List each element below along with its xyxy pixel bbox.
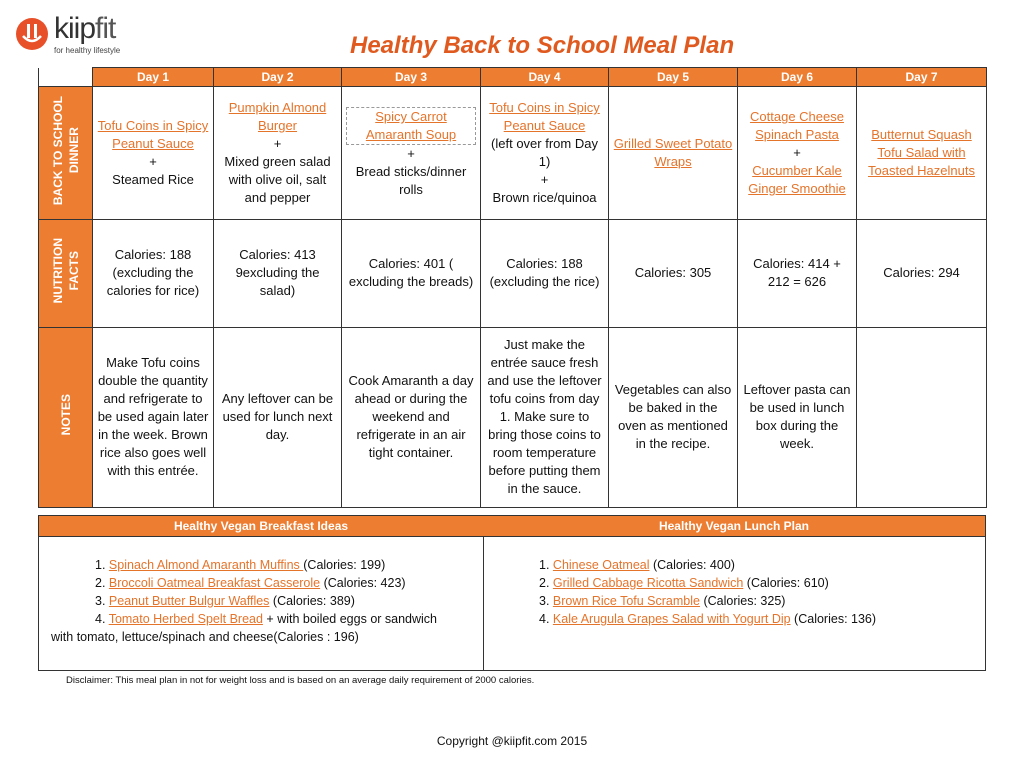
list-item: 2. Grilled Cabbage Ricotta Sandwich (Calories: 610) xyxy=(539,576,829,590)
dinner-cell xyxy=(214,87,342,220)
nutrition-cell: Calories: 188 (excluding the rice) xyxy=(481,220,609,327)
nutrition-cell: Calories: 305 xyxy=(609,220,738,327)
column-divider xyxy=(483,536,484,670)
day-header: Day 4 xyxy=(481,68,609,87)
notes-cell: Any leftover can be used for lunch next day. xyxy=(214,327,342,507)
notes-cell: Cook Amaranth a day ahead or during the weekend and refrigerate in an air tight container. xyxy=(342,327,481,507)
header-rule xyxy=(39,536,985,537)
day-header: Day 3 xyxy=(342,68,481,87)
list-item: 4. Kale Arugula Grapes Salad with Yogurt Dip (Calories: 136) xyxy=(539,612,877,626)
list-item: 3. Brown Rice Tofu Scramble (Calories: 325) xyxy=(539,594,786,608)
list-item: 1. Chinese Oatmeal (Calories: 400) xyxy=(539,558,735,572)
page-title: Healthy Back to School Meal Plan xyxy=(350,32,735,59)
dinner-cell xyxy=(342,87,481,220)
table-corner xyxy=(39,68,93,87)
breakfast-lunch-panel xyxy=(38,515,986,671)
nutrition-cell: Calories: 413 9excluding the salad) xyxy=(214,220,342,327)
notes-cell xyxy=(857,327,987,507)
breakfast-heading: Healthy Vegan Breakfast Ideas xyxy=(39,516,483,536)
plus-sign: + xyxy=(540,172,549,188)
dinner-cell xyxy=(93,87,214,220)
day-header: Day 6 xyxy=(738,68,857,87)
recipe-link[interactable]: Spicy Carrot Amaranth Soup xyxy=(346,107,476,145)
disclaimer: Disclaimer: This meal plan in not for weight loss and is based on an average daily requirement of 2000 calories. xyxy=(66,675,535,686)
recipe-link[interactable]: Chinese Oatmeal xyxy=(552,558,650,572)
nutrition-cell: Calories: 401 ( excluding the breads) xyxy=(342,220,481,327)
leftover-note: (left over from Day 1) xyxy=(491,136,598,170)
recipe-link[interactable]: Grilled Cabbage Ricotta Sandwich xyxy=(552,576,744,590)
row-label-dinner: BACK TO SCHOOL DINNER xyxy=(39,87,93,220)
list-item-continuation: with tomato, lettuce/spinach and cheese(Calories : 196) xyxy=(51,630,359,644)
lunch-list xyxy=(539,556,969,628)
side-dish: Steamed Rice xyxy=(112,172,194,188)
lunch-heading: Healthy Vegan Lunch Plan xyxy=(483,516,985,536)
dinner-cell xyxy=(481,87,609,220)
notes-cell: Vegetables can also be baked in the oven as mentioned in the recipe. xyxy=(609,327,738,507)
copyright: Copyright @kiipfit.com 2015 xyxy=(436,734,588,748)
side-dish: Bread sticks/dinner rolls xyxy=(355,164,467,198)
side-dish: Mixed green salad with olive oil, salt and pepper xyxy=(224,154,331,206)
recipe-link[interactable]: Tomato Herbed Spelt Bread xyxy=(108,612,263,626)
day-header-row xyxy=(39,68,987,87)
list-item: 1. Spinach Almond Amaranth Muffins (Calories: 199) xyxy=(95,558,386,572)
logo-tagline: for healthy lifestyle xyxy=(54,46,121,55)
day-header: Day 5 xyxy=(609,68,738,87)
dinner-cell xyxy=(609,87,738,220)
plus-sign: + xyxy=(793,145,801,161)
recipe-link[interactable]: Butternut Squash Tofu Salad with Toasted Hazelnuts xyxy=(868,127,975,179)
day-header: Day 7 xyxy=(857,68,987,87)
row-label-nutrition: NUTRITION FACTS xyxy=(39,220,93,327)
plus-sign: + xyxy=(273,136,282,152)
recipe-link[interactable]: Brown Rice Tofu Scramble xyxy=(552,594,700,608)
logo-wordmark: kiipfit xyxy=(54,12,116,45)
day-header: Day 2 xyxy=(214,68,342,87)
kiipfit-logo-icon xyxy=(14,16,50,52)
nutrition-row xyxy=(39,220,987,327)
list-item: 2. Broccoli Oatmeal Breakfast Casserole (Calories: 423) xyxy=(95,576,406,590)
recipe-link[interactable]: Peanut Butter Bulgur Waffles xyxy=(108,594,270,608)
recipe-link[interactable]: Broccoli Oatmeal Breakfast Casserole xyxy=(108,576,321,590)
meal-plan-table xyxy=(38,67,987,508)
dinner-cell xyxy=(738,87,857,220)
dinner-cell xyxy=(857,87,987,220)
plus-sign: + xyxy=(407,146,415,162)
breakfast-list xyxy=(51,556,481,646)
notes-cell: Just make the entrée sauce fresh and use the leftover tofu coins from day 1. Make sure to bring those coins to room temperature before putting them in the sauce. xyxy=(481,327,609,507)
recipe-link[interactable]: Cucumber Kale Ginger Smoothie xyxy=(748,163,846,197)
side-dish: Brown rice/quinoa xyxy=(492,190,597,206)
row-label-notes: NOTES xyxy=(39,327,93,507)
nutrition-cell: Calories: 294 xyxy=(857,220,987,327)
list-item: 4. Tomato Herbed Spelt Bread + with boiled eggs or sandwich xyxy=(95,612,438,626)
recipe-link[interactable]: Tofu Coins in Spicy Peanut Sauce xyxy=(97,118,209,152)
nutrition-cell: Calories: 414 + 212 = 626 xyxy=(738,220,857,327)
recipe-link[interactable]: Kale Arugula Grapes Salad with Yogurt Dip xyxy=(552,612,791,626)
notes-cell: Leftover pasta can be used in lunch box during the week. xyxy=(738,327,857,507)
notes-cell: Make Tofu coins double the quantity and refrigerate to be used again later in the week. Brown rice also goes well with this entrée. xyxy=(93,327,214,507)
recipe-link[interactable]: Grilled Sweet Potato Wraps xyxy=(613,136,733,170)
nutrition-cell: Calories: 188 (excluding the calories for rice) xyxy=(93,220,214,327)
day-header: Day 1 xyxy=(93,68,214,87)
notes-row xyxy=(39,327,987,507)
recipe-link[interactable]: Tofu Coins in Spicy Peanut Sauce xyxy=(489,100,600,134)
plus-sign: + xyxy=(149,154,157,170)
dinner-row xyxy=(39,87,987,220)
recipe-link[interactable]: Pumpkin Almond Burger xyxy=(228,100,327,134)
list-item: 3. Peanut Butter Bulgur Waffles (Calories: 389) xyxy=(95,594,355,608)
recipe-link[interactable]: Spinach Almond Amaranth Muffins xyxy=(108,558,304,572)
recipe-link[interactable]: Cottage Cheese Spinach Pasta xyxy=(750,109,844,143)
